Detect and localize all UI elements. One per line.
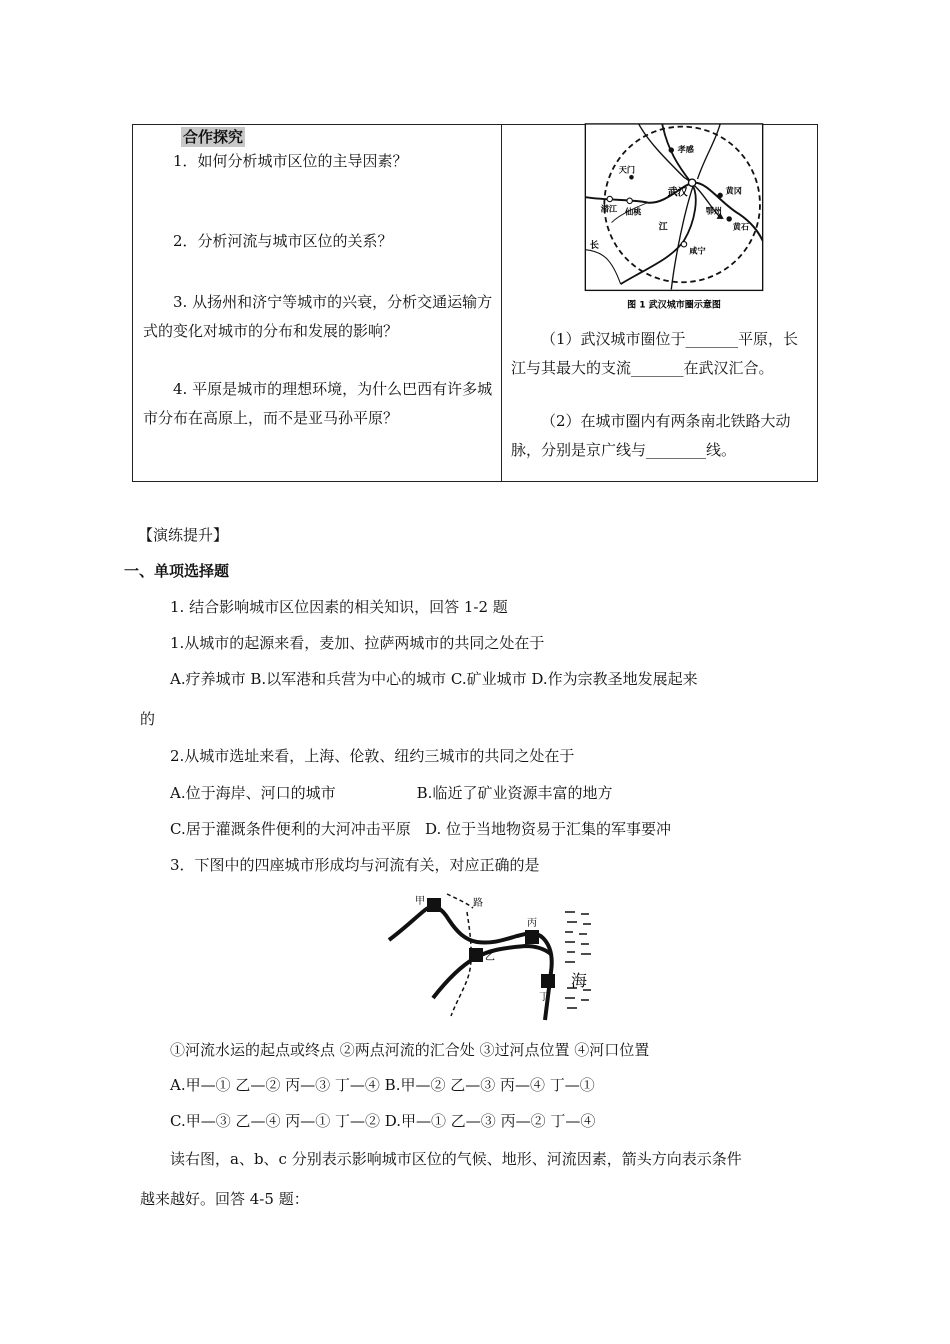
practice-part-1: 一、单项选择题 <box>124 562 230 580</box>
label-chang: 长 <box>589 240 599 251</box>
label-huangshi: 黄石 <box>732 221 750 232</box>
read-figure-line-2: 越来越好。回答 4-5 题： <box>140 1190 309 1208</box>
label-huanggang: 黄冈 <box>725 185 742 196</box>
question-3: 3．下图中的四座城市形成均与河流有关，对应正确的是 <box>170 856 540 874</box>
read-figure-line-1: 读右图，a、b、c 分别表示影响城市区位的气候、地形、河流因素，箭头方向表示条件 <box>170 1150 742 1168</box>
city-ding-square <box>541 974 555 988</box>
cooperative-question-4: 4. 平原是城市的理想环境，为什么巴西有许多城市分布在高原上，而不是亚马孙平原？ <box>143 380 493 427</box>
xianning-dot <box>681 242 686 247</box>
label-ezhou: 鄂州 <box>705 205 722 216</box>
map-question-2: （2）在城市圈内有两条南北铁路大动脉，分别是京广线与________线。 <box>511 412 791 459</box>
huangshi-dot <box>726 216 731 221</box>
label-yi: 乙 <box>485 952 495 963</box>
label-tianmen: 天门 <box>618 164 636 175</box>
xiaogan-dot <box>669 147 674 152</box>
cooperative-question-2: 2．分析河流与城市区位的关系？ <box>173 232 393 250</box>
question-3-options-ab: A.甲—① 乙—② 丙—③ 丁—④ B.甲—② 乙—③ 丙—④ 丁—① <box>170 1076 595 1094</box>
label-lu: 路 <box>473 898 483 909</box>
label-xiaogan: 孝感 <box>677 143 694 154</box>
city-jia-square <box>427 898 441 912</box>
question-1: 1.从城市的起源来看，麦加、拉萨两城市的共同之处在于 <box>170 634 545 652</box>
label-hai: 海 <box>571 971 588 990</box>
practice-section-title: 【演练提升】 <box>138 526 229 544</box>
question-2-options-cd: C.居于灌溉条件便利的大河冲击平原 D. 位于当地物资易于汇集的军事要冲 <box>170 820 672 838</box>
cooperative-question-1: 1．如何分析城市区位的主导因素？ <box>173 152 408 170</box>
question-2: 2.从城市选址来看，上海、伦敦、纽约三城市的共同之处在于 <box>170 747 575 765</box>
map-caption: 图 1 武汉城市圈示意图 <box>627 300 721 311</box>
label-bing: 丙 <box>527 918 537 929</box>
city-bing-square <box>525 930 539 944</box>
cooperative-question-3: 3. 从扬州和济宁等城市的兴衰，分析交通运输方式的变化对城市的分布和发展的影响？ <box>143 293 493 340</box>
xiantao-dot <box>627 198 632 203</box>
question-2-options-ab: A.位于海岸、河口的城市 B.临近了矿业资源丰富的地方 <box>170 784 613 802</box>
cooperative-heading: 合作探究 <box>183 128 244 146</box>
tianmen-dot <box>629 175 634 180</box>
question-3-statements: ①河流水运的起点或终点 ②两点河流的汇合处 ③过河点位置 ④河口位置 <box>170 1041 650 1059</box>
map-question-1: （1）武汉城市圈位于_______平原，长江与其最大的支流_______在武汉汇合。 <box>511 330 799 377</box>
label-jia: 甲 <box>415 896 425 907</box>
qianjiang-dot <box>607 196 612 201</box>
label-xianning: 咸宁 <box>689 245 706 256</box>
label-xiantao: 仙桃 <box>625 206 642 217</box>
practice-intro: 1. 结合影响城市区位因素的相关知识，回答 1-2 题 <box>170 598 508 616</box>
question-3-options-cd: C.甲—③ 乙—④ 丙—① 丁—② D.甲—① 乙—③ 丙—② 丁—④ <box>170 1112 596 1130</box>
city-yi-square <box>469 948 483 962</box>
huanggang-dot <box>717 193 722 198</box>
label-wuhan: 武汉 <box>667 187 688 199</box>
wuhan-city-circle-map <box>575 123 773 313</box>
question-1-options-cont: 的 <box>140 710 156 728</box>
label-qianjiang: 潜江 <box>600 203 617 214</box>
question-1-options: A.疗养城市 B.以军港和兵营为中心的城市 C.矿业城市 D.作为宗教圣地发展起来 <box>170 670 698 688</box>
wuhan-dot <box>688 179 695 186</box>
cooperative-table <box>132 124 818 482</box>
label-ding: 丁 <box>539 992 549 1003</box>
river-city-map <box>385 888 615 1026</box>
label-jiang: 江 <box>658 222 668 233</box>
